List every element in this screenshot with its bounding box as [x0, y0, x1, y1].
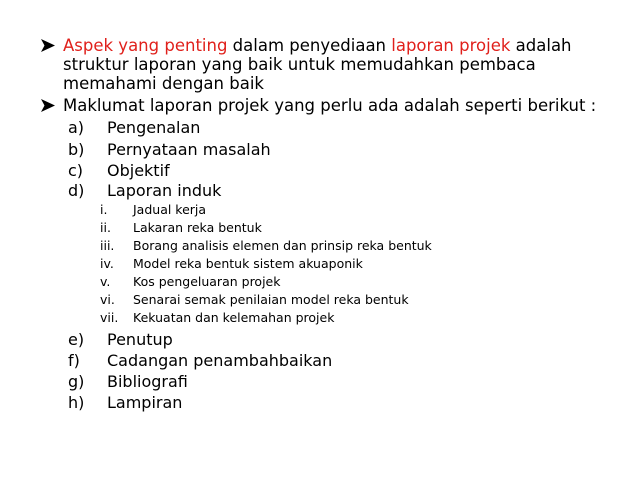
- list-item: [68, 330, 173, 350]
- item-label: h): [68, 393, 85, 412]
- item-label: e): [68, 330, 85, 349]
- subitem-label: iv.: [100, 256, 114, 271]
- arrow-bullet-icon: [40, 38, 56, 53]
- subitem-text: Kekuatan dan kelemahan projek: [133, 310, 335, 325]
- list-item: [68, 393, 182, 413]
- subitem-text: Borang analisis elemen dan prinsip reka bentuk: [133, 238, 432, 253]
- arrow-bullet-icon: [40, 98, 56, 113]
- list-item: [68, 181, 221, 201]
- bullet-aspek-rest: adalah struktur laporan yang baik untuk memudahkan pembaca memahami dengan baik: [63, 36, 572, 93]
- sub-list-item: [100, 273, 280, 291]
- sub-list-item: [100, 291, 409, 309]
- item-text: Bibliografi: [107, 372, 188, 391]
- sub-list-item: [100, 309, 334, 327]
- sub-list-item: [100, 237, 432, 255]
- subitem-label: iii.: [100, 238, 115, 253]
- subitem-label: vi.: [100, 292, 115, 307]
- item-label: c): [68, 161, 84, 180]
- bullet-maklumat-text: Maklumat laporan projek yang perlu ada adalah seperti berikut :: [63, 96, 597, 115]
- item-text: Penutup: [107, 330, 173, 349]
- item-label: a): [68, 118, 85, 137]
- item-label: f): [68, 351, 80, 370]
- subitem-text: Kos pengeluaran projek: [133, 274, 281, 289]
- item-label: d): [68, 181, 85, 200]
- subitem-text: Lakaran reka bentuk: [133, 220, 262, 235]
- sub-list-item: [100, 219, 262, 237]
- bullet-aspek-mid: dalam penyediaan: [227, 36, 392, 55]
- list-item: [68, 118, 200, 138]
- list-item: [68, 140, 271, 160]
- bullet-aspek-text: [63, 36, 600, 93]
- sub-list-item: [100, 201, 206, 219]
- item-label: b): [68, 140, 85, 159]
- subitem-text: Model reka bentuk sistem akuaponik: [133, 256, 363, 271]
- subitem-label: v.: [100, 274, 111, 289]
- item-text: Objektif: [107, 161, 170, 180]
- item-text: Pengenalan: [107, 118, 201, 137]
- bullet-maklumat: [40, 96, 600, 115]
- subitem-label: i.: [100, 202, 108, 217]
- highlight-aspek: Aspek yang penting: [63, 36, 228, 55]
- item-text: Pernyataan masalah: [107, 140, 271, 159]
- item-text: Lampiran: [107, 393, 183, 412]
- sub-list-item: [100, 255, 363, 273]
- subitem-label: ii.: [100, 220, 111, 235]
- subitem-text: Senarai semak penilaian model reka bentuk: [133, 292, 409, 307]
- list-item: [68, 161, 170, 181]
- item-text: Laporan induk: [107, 181, 222, 200]
- highlight-laporan-projek: laporan projek: [391, 36, 511, 55]
- subitem-label: vii.: [100, 310, 119, 325]
- bullet-aspek: [40, 36, 600, 93]
- list-item: [68, 351, 332, 371]
- item-text: Cadangan penambahbaikan: [107, 351, 333, 370]
- item-label: g): [68, 372, 85, 391]
- list-item: [68, 372, 188, 392]
- subitem-text: Jadual kerja: [133, 202, 207, 217]
